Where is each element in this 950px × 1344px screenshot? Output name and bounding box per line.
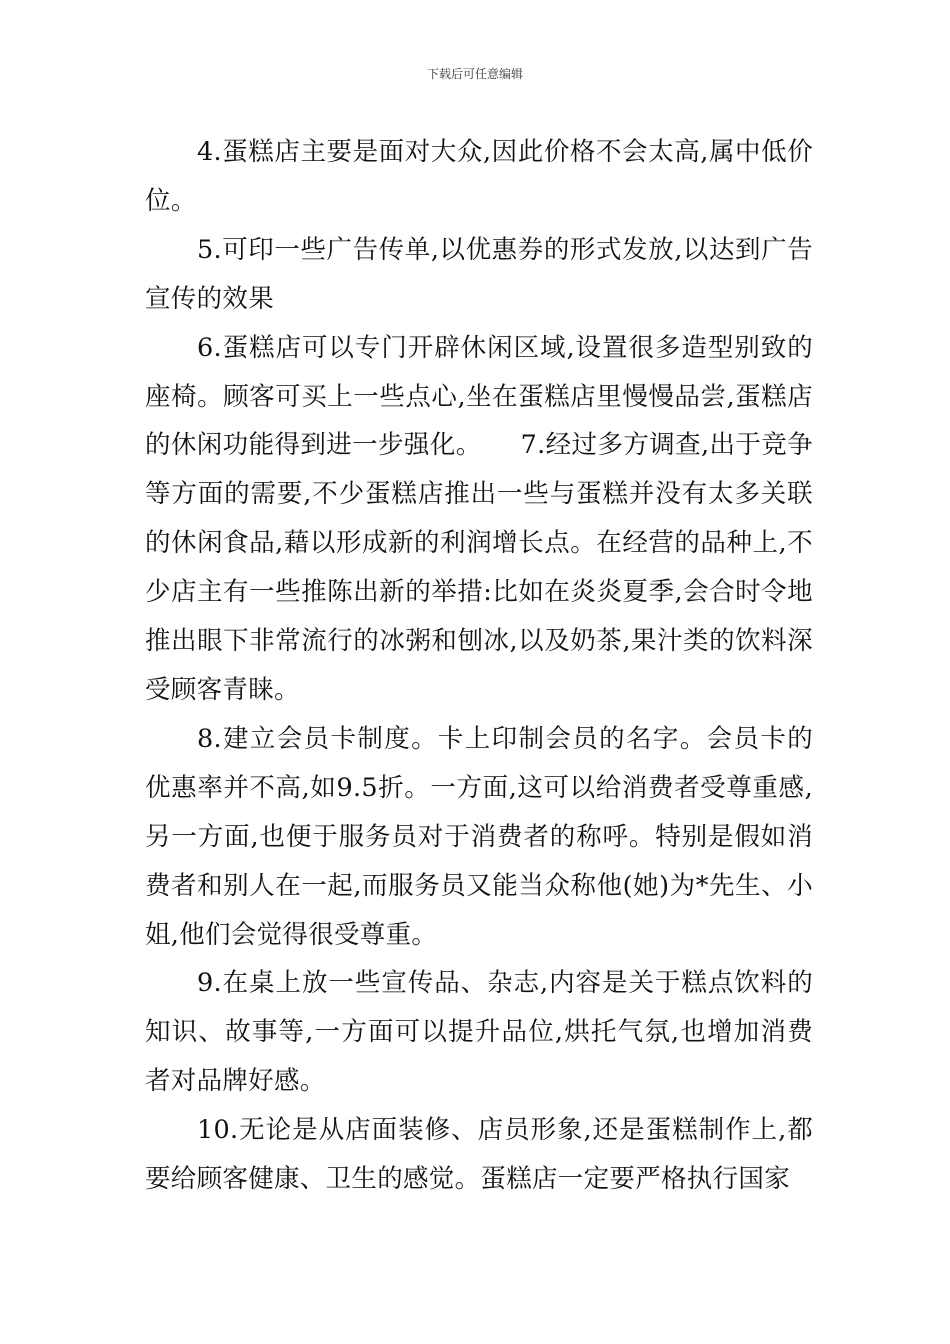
paragraph-item-6-7: 6.蛋糕店可以专门开辟休闲区域,设置很多造型别致的座椅。顾客可买上一些点心,坐在蛋糕店里慢慢品尝,蛋糕店的休闲功能得到进一步强化。 7.经过多方调查,出于竞争等方面的需要,不少蛋糕店推出一些与蛋糕并没有太多关联的休闲食品,藉以形成新的利润增长点。在经营的品种上,不少店主有一些推陈出新的举措:比如在炎炎夏季,会合时令地推出眼下非常流行的冰粥和刨冰,以及奶茶,果汁类的饮料深受顾客青睐。: [145, 332, 813, 705]
paragraph-item-8: 8.建立会员卡制度。卡上印制会员的名字。会员卡的优惠率并不高,如9.5折。一方面,这可以给消费者受尊重感,另一方面,也便于服务员对于消费者的称呼。特别是假如消费者和别人在一起,而服务员又能当众称他(她)为*先生、小姐,他们会觉得很受尊重。: [145, 723, 813, 950]
page-header: 下载后可任意编辑: [426, 67, 523, 81]
document-body: [145, 128, 813, 1204]
paragraph-item-4: 4.蛋糕店主要是面对大众,因此价格不会太高,属中低价位。: [145, 137, 813, 216]
paragraph-item-10: 10.无论是从店面装修、店员形象,还是蛋糕制作上,都要给顾客健康、卫生的感觉。蛋糕店一定要严格执行国家: [145, 1115, 813, 1195]
paragraph-item-5: 5.可印一些广告传单,以优惠券的形式发放,以达到广告宣传的效果: [145, 234, 813, 314]
paragraph-item-9: 9.在桌上放一些宣传品、杂志,内容是关于糕点饮料的知识、故事等,一方面可以提升品位,烘托气氛,也增加消费者对品牌好感。: [145, 968, 813, 1097]
